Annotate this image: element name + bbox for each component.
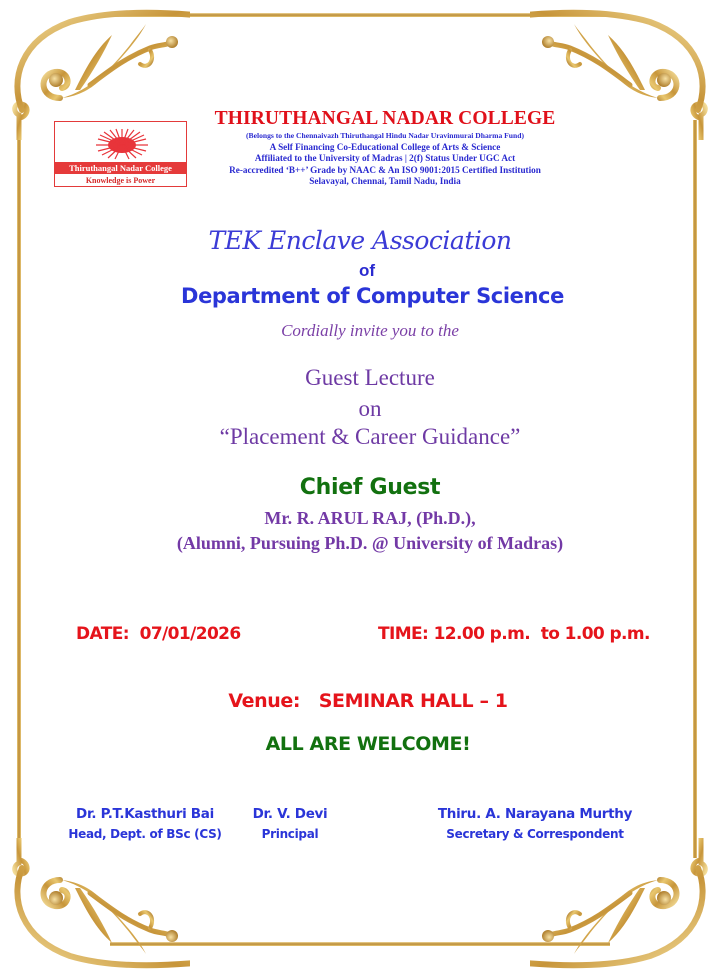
signatory-name: Dr. V. Devi (252, 806, 328, 822)
event-type: Guest Lecture (305, 365, 435, 390)
logo-college-name: Thiruthangal Nadar College (55, 162, 186, 174)
college-trust-line: (Belongs to the Chennaivazh Thiruthangal Hindu Nadar Uravinmurai Dharma Fund) (246, 131, 524, 140)
event-time: TIME: 12.00 p.m. to 1.00 p.m. (378, 624, 650, 644)
college-logo (54, 121, 187, 187)
college-name: THIRUTHANGAL NADAR COLLEGE (214, 108, 556, 129)
signatory-name: Thiru. A. Narayana Murthy (437, 806, 633, 822)
signatory-role: Principal (261, 827, 319, 841)
college-header (200, 108, 570, 188)
ornament-corner-top-left (0, 0, 190, 140)
ornament-corner-bottom-right (530, 838, 720, 978)
sun-burst-icon (95, 126, 149, 160)
college-address-line: Selavayal, Chennai, Tamil Nadu, India (309, 176, 461, 186)
gold-scroll-icon (0, 0, 190, 140)
signatory-role: Head, Dept. of BSc (CS) (68, 827, 222, 841)
chief-guest-heading: Chief Guest (299, 475, 441, 500)
signatory-role: Secretary & Correspondent (446, 827, 624, 841)
chief-guest-name: Mr. R. ARUL RAJ, (Ph.D.), (264, 508, 476, 528)
event-date: DATE: 07/01/2026 (76, 624, 241, 644)
event-venue: Venue: SEMINAR HALL – 1 (228, 690, 508, 712)
logo-motto: Knowledge is Power (85, 176, 156, 185)
college-type-line: A Self Financing Co-Educational College of Arts & Science (269, 141, 501, 152)
ornament-corner-bottom-left (0, 838, 190, 978)
signatory-secretary (425, 806, 645, 841)
signatory-name: Dr. P.T.Kasthuri Bai (76, 806, 214, 822)
college-affiliation-line: Affiliated to the University of Madras | 2(f) Status Under UGC Act (254, 153, 516, 163)
signatory-hod (60, 806, 230, 841)
chief-guest-description: (Alumni, Pursuing Ph.D. @ University of Madras) (176, 533, 564, 553)
welcome-message: ALL ARE WELCOME! (265, 733, 471, 755)
lecture-topic: “Placement & Career Guidance” (219, 424, 521, 449)
of-text: of (358, 261, 376, 280)
on-text: on (358, 396, 382, 421)
gold-scroll-icon (0, 838, 190, 978)
gold-scroll-icon (530, 838, 720, 978)
department-name: Department of Computer Science (181, 284, 564, 308)
invite-line: Cordially invite you to the (281, 321, 459, 340)
signatory-principal (245, 806, 335, 841)
association-name: TEK Enclave Association (208, 226, 512, 255)
college-accreditation-line: Re-accredited ‘B++’ Grade by NAAC & An ISO 9001:2015 Certified Institution (229, 164, 541, 175)
